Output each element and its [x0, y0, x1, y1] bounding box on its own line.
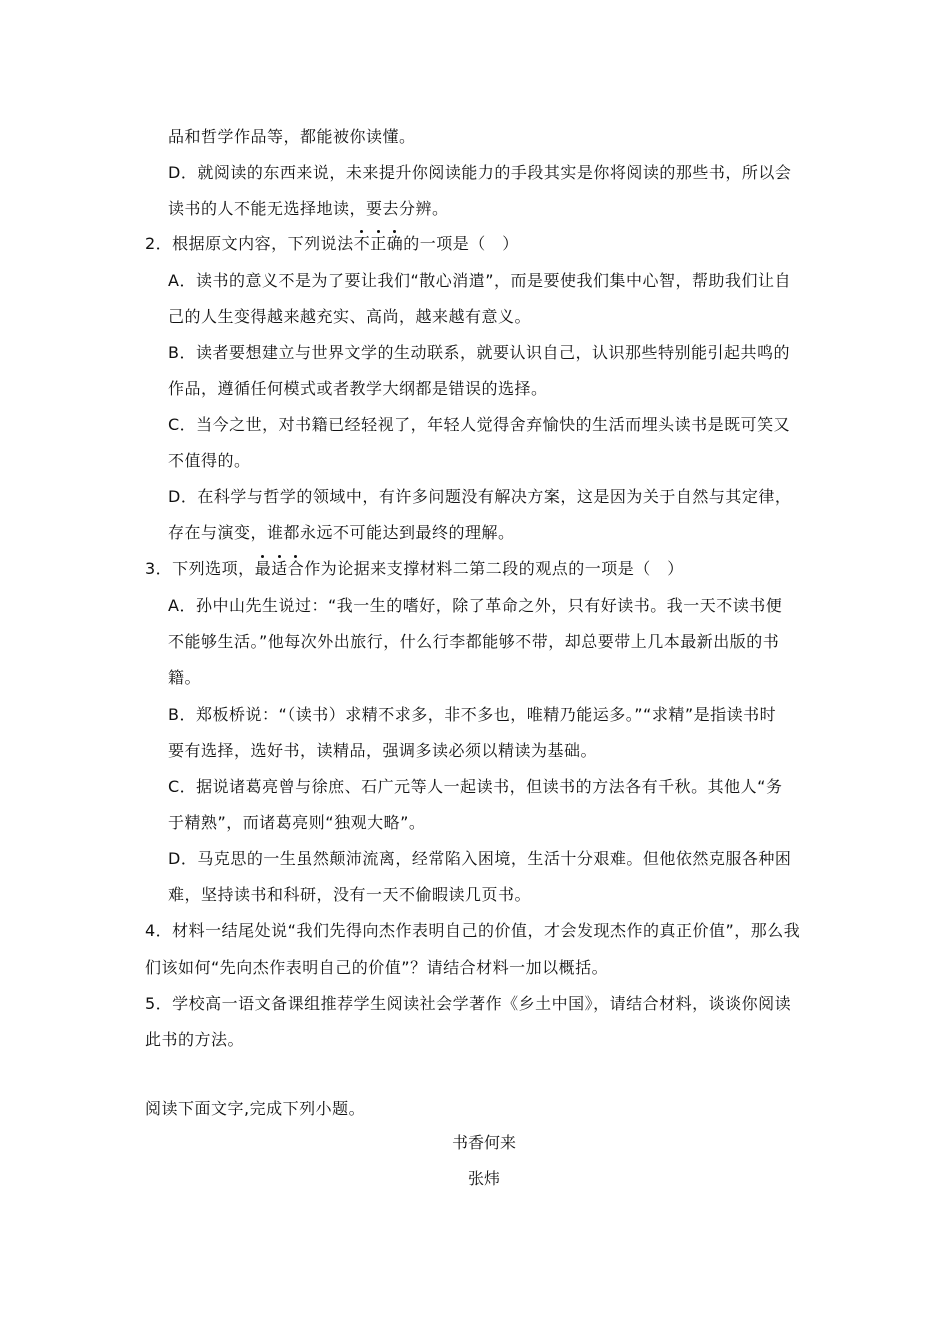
q2-stem-after: 的一项是（ ）: [403, 234, 519, 253]
emphasis-char: 最: [254, 559, 272, 578]
q2-option-d-line1: D．在科学与哲学的领域中，有许多问题没有解决方案，这是因为关于自然与其定律，: [168, 487, 792, 506]
q2-option-b-line1: B．读者要想建立与世界文学的生动联系，就要认识自己，认识那些特别能引起共鸣的: [168, 343, 790, 362]
question-5-line1: 5．学校高一语文备课组推荐学生阅读社会学著作《乡土中国》，请结合材料，谈谈你阅读: [145, 994, 792, 1013]
q2-option-a-line2: 己的人生变得越来越充实、高尚，越来越有意义。: [168, 307, 532, 326]
q2-option-d-line2: 存在与演变，谁都永远不可能达到最终的理解。: [168, 523, 515, 542]
q3-stem-after: 作为论据来支撑材料二第二段的观点的一项是（ ）: [304, 559, 684, 578]
question-5-line2: 此书的方法。: [145, 1030, 245, 1049]
emphasis-char: 确: [386, 234, 404, 253]
question-4-line1: 4．材料一结尾处说“我们先得向杰作表明自己的价值，才会发现杰作的真正价值”，那么我: [145, 921, 801, 940]
q3-option-a-line2: 不能够生活。”他每次外出旅行，什么行李都能够不带，却总要带上几本最新出版的书: [168, 632, 780, 651]
q2-stem-before: 2．根据原文内容，下列说法: [145, 234, 354, 253]
q1-option-d-line2: 读书的人不能无选择地读，要去分辨。: [168, 199, 449, 218]
emphasis-char: 合: [287, 559, 305, 578]
emphasis-char: 正: [370, 234, 387, 253]
article-author: 张炜: [467, 1169, 500, 1188]
q3-option-a-line1: A．孙中山先生说过：“我一生的嗜好，除了革命之外，只有好读书。我一天不读书便: [168, 596, 783, 615]
q3-option-c-line2: 于精熟”，而诸葛亮则“独观大略”。: [168, 813, 426, 832]
q3-option-c-line1: C．据说诸葛亮曾与徐庶、石广元等人一起读书，但读书的方法各有千秋。其他人“务: [168, 777, 783, 796]
q3-option-d-line1: D．马克思的一生虽然颠沛流离，经常陷入困境，生活十分艰难。但他依然克服各种困: [168, 849, 792, 868]
q3-stem-before: 3．下列选项，: [145, 559, 255, 578]
q1-option-c-continuation: 品和哲学作品等，都能被你读懂。: [168, 127, 416, 146]
q2-option-c-line1: C．当今之世，对书籍已经轻视了，年轻人觉得舍弃愉快的生活而埋头读书是既可笑又: [168, 415, 791, 434]
reading-instruction: 阅读下面文字,完成下列小题。: [145, 1099, 366, 1118]
q2-option-c-line2: 不值得的。: [168, 451, 251, 470]
article-title: 书香何来: [451, 1133, 516, 1152]
q3-option-d-line2: 难，坚持读书和科研，没有一天不偷暇读几页书。: [168, 885, 532, 904]
question-3-stem: [145, 559, 684, 579]
question-4-line2: 们该如何“先向杰作表明自己的价值”？请结合材料一加以概括。: [145, 958, 609, 977]
q2-option-b-line2: 作品，遵循任何模式或者教学大纲都是错误的选择。: [168, 379, 548, 398]
q1-option-d-line1: D．就阅读的东西来说，未来提升你阅读能力的手段其实是你将阅读的那些书，所以会: [168, 163, 792, 182]
emphasis-char: 不: [353, 234, 371, 253]
question-2-stem: [145, 234, 519, 254]
emphasis-char: 适: [271, 559, 288, 578]
q3-option-a-line3: 籍。: [168, 668, 202, 687]
q2-option-a-line1: A．读书的意义不是为了要让我们“散心消遣”，而是要使我们集中心智，帮助我们让自: [168, 271, 792, 290]
q3-option-b-line1: B．郑板桥说：“（读书）求精不求多，非不多也，唯精乃能运多。”“求精”是指读书时: [168, 705, 777, 724]
q3-option-b-line2: 要有选择，选好书，读精品，强调多读必须以精读为基础。: [168, 741, 598, 760]
